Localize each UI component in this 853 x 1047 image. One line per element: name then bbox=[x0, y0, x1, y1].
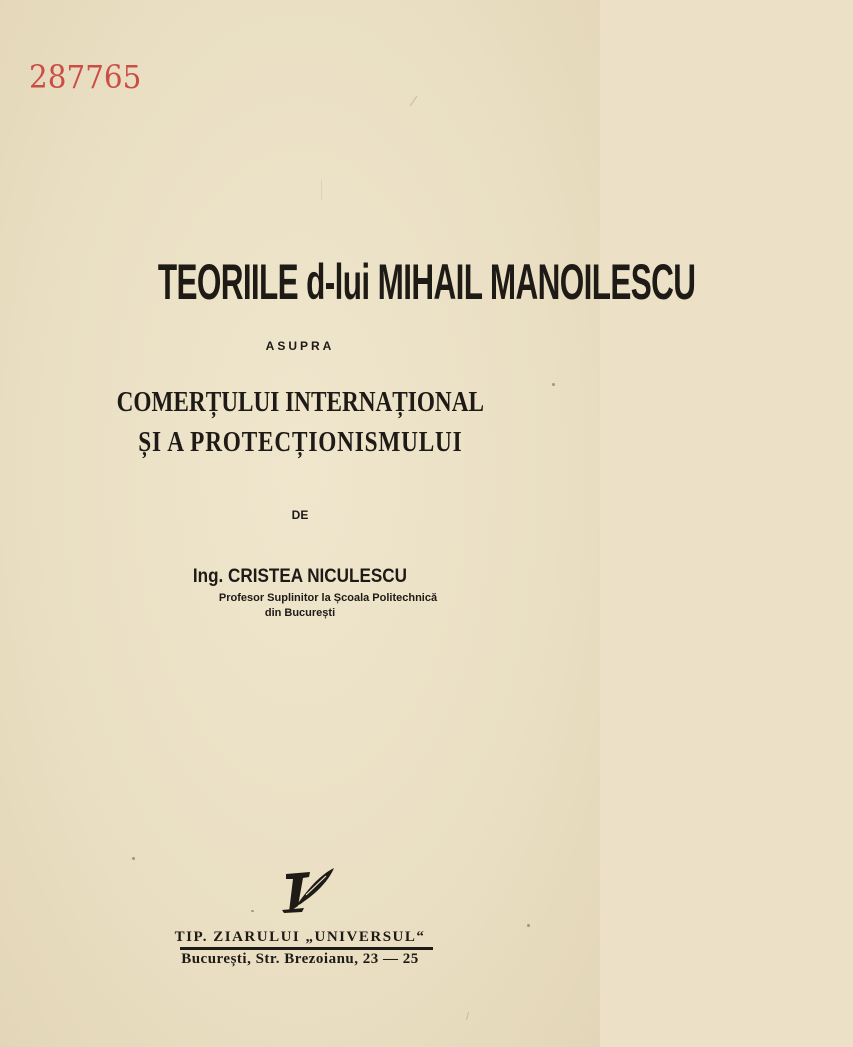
author-affiliation-line-2: din București bbox=[264, 607, 336, 619]
author-affiliation-line-1: Profesor Suplinitor la Școala Politechnică bbox=[218, 592, 438, 604]
paper-speck bbox=[527, 924, 530, 927]
subtitle-line-2 bbox=[0, 426, 600, 460]
subtitle-line-1-text: COMERȚULUI INTERNAȚIONAL bbox=[116, 387, 484, 418]
paper-scratch bbox=[321, 180, 322, 200]
author-name-text: Ing. CRISTEA NICULESCU bbox=[192, 566, 408, 587]
paper-speck bbox=[132, 857, 135, 860]
imprint-divider bbox=[180, 947, 433, 950]
paper-scratch bbox=[466, 1012, 469, 1020]
book-title bbox=[0, 252, 696, 312]
paper-speck bbox=[251, 910, 254, 912]
by-label: DE bbox=[291, 508, 309, 522]
quill-printer-mark-icon bbox=[276, 862, 338, 918]
subtitle-line-2-text: ȘI A PROTECȚIONISMULUI bbox=[137, 427, 463, 458]
library-stamp-number: 287765 bbox=[29, 58, 142, 96]
book-title-text: TEORIILE d-lui MIHAIL MANOILESCU bbox=[157, 254, 696, 310]
paper-speck bbox=[552, 383, 555, 386]
printer-address: București, Str. Brezoianu, 23 — 25 bbox=[181, 951, 419, 967]
paper-scratch bbox=[410, 96, 418, 106]
asupra-label: ASUPRA bbox=[265, 339, 335, 353]
printer-name: TIP. ZIARULUI „UNIVERSUL“ bbox=[174, 929, 426, 945]
subtitle-line-1 bbox=[0, 386, 600, 420]
author-name bbox=[0, 566, 600, 588]
